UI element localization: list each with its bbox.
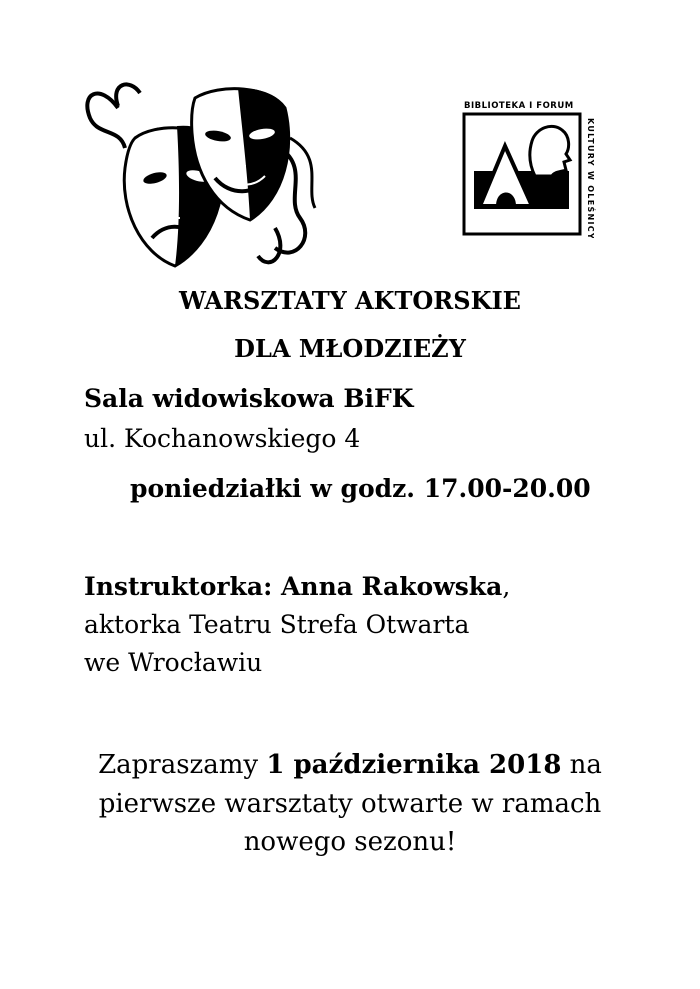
instructor-role-line-2: we Wrocławiu [84, 648, 263, 677]
invitation-date: 1 października 2018 [266, 750, 562, 780]
venue-name: Sala widowiskowa BiFK [84, 384, 414, 413]
instructor-role-line-1: aktorka Teatru Strefa Otwarta [84, 610, 470, 639]
logo-top-text: BIBLIOTEKA I FORUM [464, 101, 574, 111]
instructor-line [84, 572, 510, 602]
invitation-suffix: na [561, 750, 602, 780]
logo-side-text: KULTURY W OLEŚNICY [586, 118, 595, 238]
schedule: poniedziałki w godz. 17.00-20.00 [130, 474, 591, 503]
invitation-prefix: Zapraszamy [98, 750, 267, 780]
instructor-name: Instruktorka: Anna Rakowska [84, 572, 503, 601]
instructor-separator: , [502, 572, 511, 601]
invitation-line-3: nowego sezonu! [243, 827, 457, 857]
heading-line-1: WARSZTATY AKTORSKIE [179, 286, 521, 315]
heading-line-2: DLA MŁODZIEŻY [234, 334, 466, 363]
theatre-masks-icon [80, 78, 325, 273]
venue-address: ul. Kochanowskiego 4 [84, 424, 361, 453]
invitation-line-1 [0, 746, 700, 784]
bifk-logo [460, 96, 600, 238]
invitation-line-2: pierwsze warsztaty otwarte w ramach [98, 789, 602, 819]
